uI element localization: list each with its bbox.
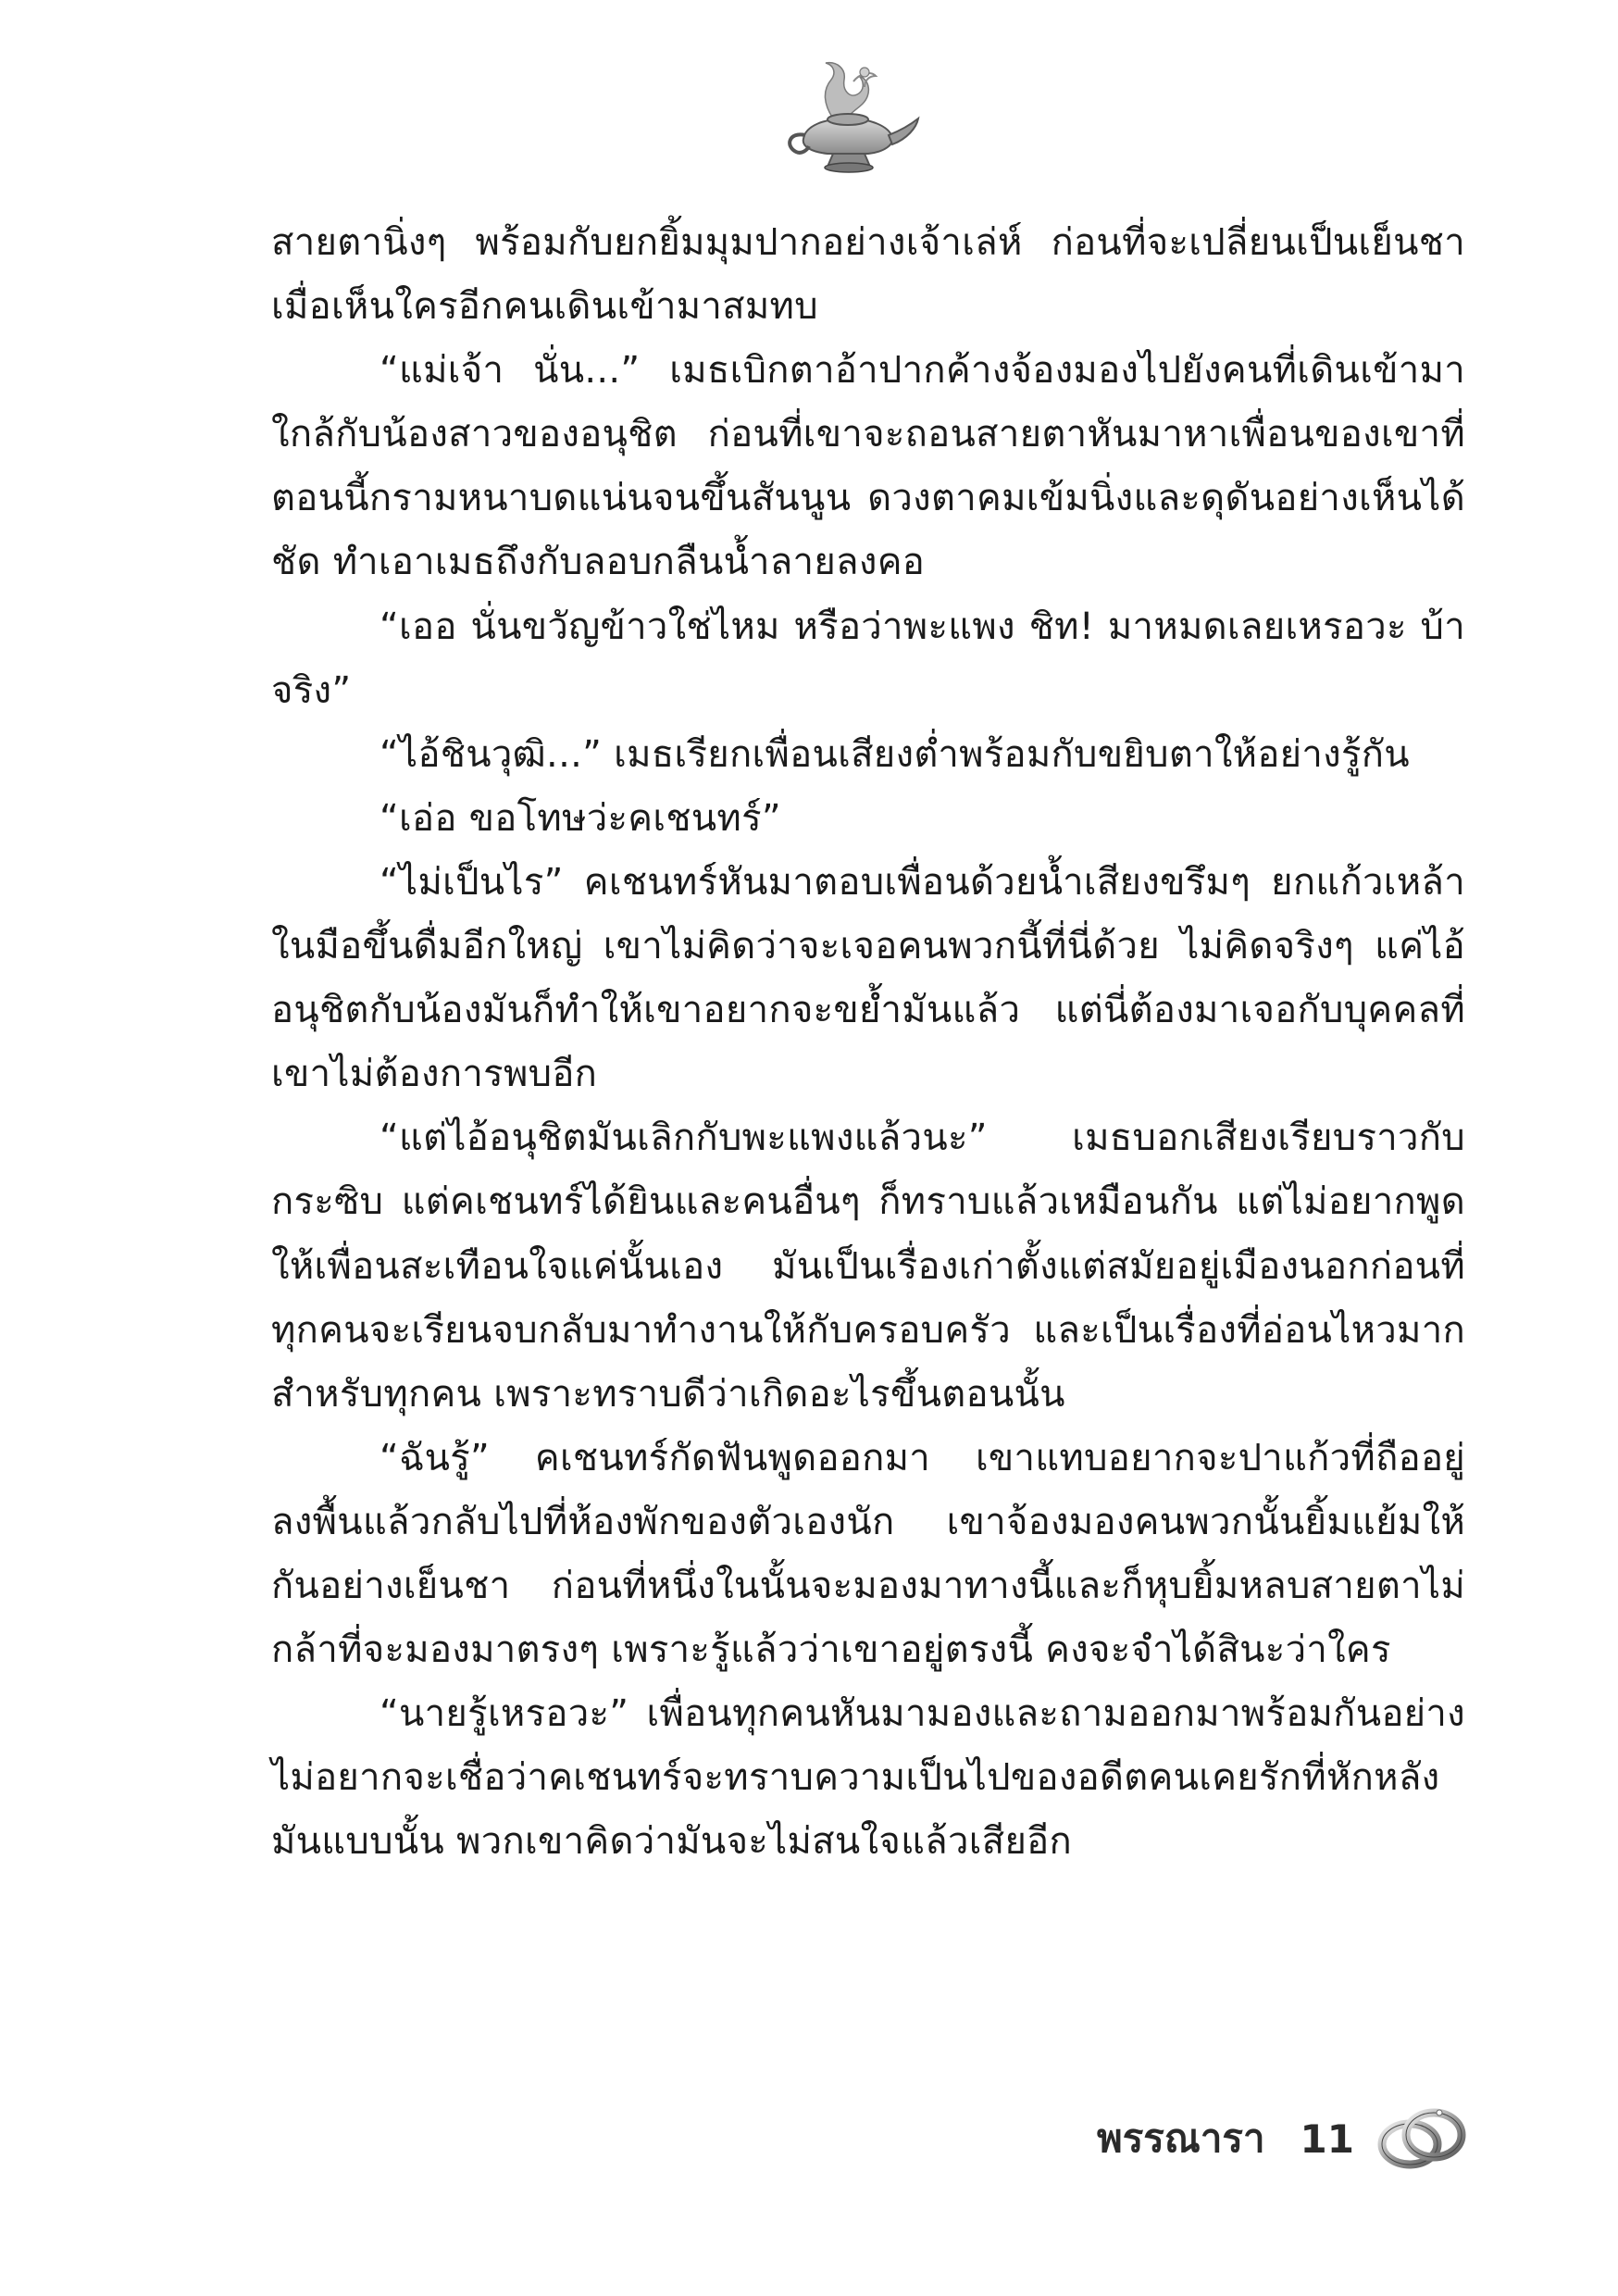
page-number: 11 [1300, 2115, 1354, 2162]
paragraph-5: “เอ่อ ขอโทษว่ะคเชนทร์” [380, 796, 781, 840]
paragraph-1: สายตานิ่งๆ พร้อมกับยกยิ้มมุมปากอย่างเจ้าเล่ห์ ก่อนที่จะเปลี่ยนเป็นเย็นชาเมื่อเห็นใครอีกคนเดินเข้ามาสมทบ [271, 221, 1465, 329]
paragraph-3: “เออ นั่นขวัญข้าวใช่ไหม หรือว่าพะแพง ชิท! มาหมดเลยเหรอวะ บ้าจริง” [271, 605, 1465, 712]
paragraph-8: “ฉันรู้” คเชนทร์กัดฟันพูดออกมา เขาแทบอยากจะปาแก้วที่ถืออยู่ลงพื้นแล้วกลับไปที่ห้องพักของตัวเองนัก เขาจ้องมองคนพวกนั้นยิ้มแย้มให้กันอย่างเย็นชา ก่อนที่หนึ่งในนั้นจะมองมาทางนี้และก็หุบยิ้มหลบสายตาไม่กล้าที่จะมองมาตรงๆ เพราะรู้แล้วว่าเขาอยู่ตรงนี้ คงจะจำได้สินะว่าใคร [271, 1436, 1465, 1672]
paragraph-9: “นายรู้เหรอวะ” เพื่อนทุกคนหันมามองและถามออกมาพร้อมกันอย่างไม่อยากจะเชื่อว่าคเชนทร์จะทราบความเป็นไปของอดีตคนเคยรักที่หักหลังมันแบบนั้น พวกเขาคิดว่ามันจะไม่สนใจแล้วเสียอีก [271, 1692, 1465, 1864]
paragraph-2: “แม่เจ้า นั่น...” เมธเบิกตาอ้าปากค้างจ้องมองไปยังคนที่เดินเข้ามาใกล้กับน้องสาวของอนุชิต ก่อนที่เขาจะถอนสายตาหันมาหาเพื่อนของเขาที่ตอนนี้กรามหนาบดแน่นจนขึ้นสันนูน ดวงตาคมเข้มนิ่งและดุดันอย่างเห็นได้ชัด ทำเอาเมธถึงกับลอบกลืนน้ำลายลงคอ [271, 349, 1465, 584]
paragraph-7: “แต่ไอ้อนุชิตมันเลิกกับพะแพงแล้วนะ” เมธบอกเสียงเรียบราวกับกระซิบ แต่คเชนทร์ได้ยินและคนอื่นๆ ก็ทราบแล้วเหมือนกัน แต่ไม่อยากพูดให้เพื่อนสะเทือนใจแค่นั้นเอง มันเป็นเรื่องเก่าตั้งแต่สมัยอยู่เมืองนอกก่อนที่ทุกคนจะเรียนจบกลับมาทำงานให้กับครอบครัว และเป็นเรื่องที่อ่อนไหวมากสำหรับทุกคน เพราะทราบดีว่าเกิดอะไรขึ้นตอนนั้น [271, 1117, 1465, 1416]
paragraph-6: “ไม่เป็นไร” คเชนทร์หันมาตอบเพื่อนด้วยน้ำเสียงขรึมๆ ยกแก้วเหล้าในมือขึ้นดื่มอีกใหญ่ เขาไม่คิดว่าจะเจอคนพวกนี้ที่นี่ด้วย ไม่คิดจริงๆ แค่ไอ้อนุชิตกับน้องมันก็ทำให้เขาอยากจะขย้ำมันแล้ว แต่นี่ต้องมาเจอกับบุคคลที่เขาไม่ต้องการพบอีก [271, 860, 1465, 1096]
paragraph-4: “ไอ้ชินวุฒิ...” เมธเรียกเพื่อนเสียงต่ำพร้อมกับขยิบตาให้อย่างรู้กัน [380, 732, 1410, 776]
book-title: พรรณารา [1097, 2115, 1265, 2161]
wedding-rings-icon [1375, 2102, 1472, 2176]
body-text [271, 211, 1465, 1874]
page-footer [1097, 2102, 1472, 2176]
genie-lamp-icon [768, 54, 926, 179]
